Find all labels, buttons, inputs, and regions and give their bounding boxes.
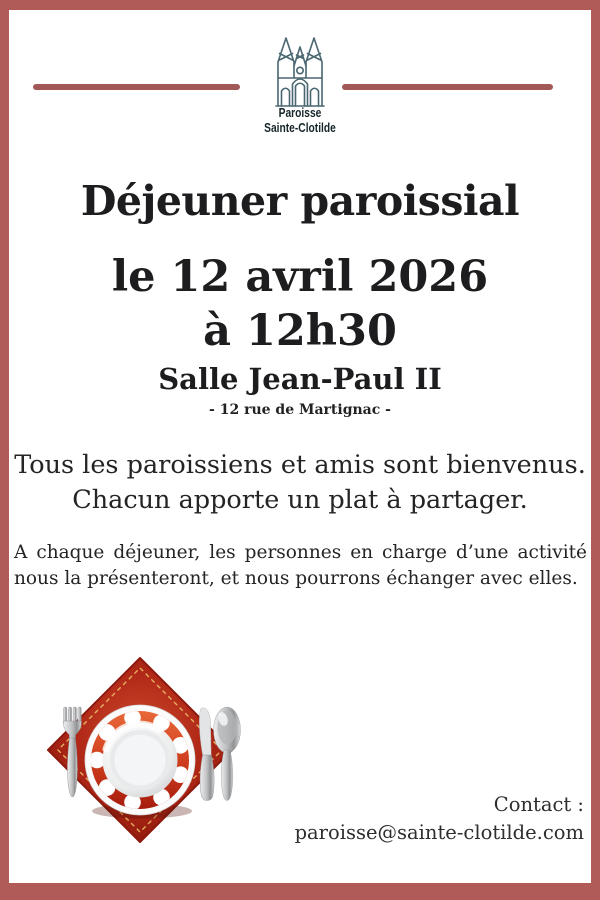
parish-name — [9, 106, 591, 136]
contact-label: Contact : — [493, 793, 584, 816]
details-line2: nous la présenteront, et nous pourrons échanger avec elles. — [14, 568, 578, 589]
contact-email: paroisse@sainte-clotilde.com — [294, 820, 584, 844]
decorative-rule-right — [342, 84, 553, 90]
event-date — [9, 250, 591, 358]
parish-name-line2: Sainte-Clotilde — [264, 121, 336, 135]
place-setting-icon — [43, 653, 243, 853]
details-text — [14, 540, 587, 592]
event-title: Déjeuner paroissial — [80, 177, 520, 225]
venue-name: Salle Jean-Paul II — [158, 362, 442, 396]
parish-name-line1: Paroisse — [278, 106, 322, 120]
contact-block — [295, 791, 584, 846]
intro-line1: Tous les paroissiens et amis sont bienvenus. — [14, 450, 586, 480]
decorative-rule-left — [33, 84, 240, 90]
details-line1: A chaque déjeuner, les personnes en charge d’une activité — [14, 542, 587, 563]
intro-text — [9, 448, 591, 518]
event-date-line1: le 12 avril 2026 — [111, 252, 489, 302]
venue-address: - 12 rue de Martignac - — [209, 402, 391, 418]
intro-line2: Chacun apporte un plat à partager. — [72, 485, 528, 515]
church-icon — [265, 34, 335, 108]
event-time: à 12h30 — [203, 306, 397, 356]
